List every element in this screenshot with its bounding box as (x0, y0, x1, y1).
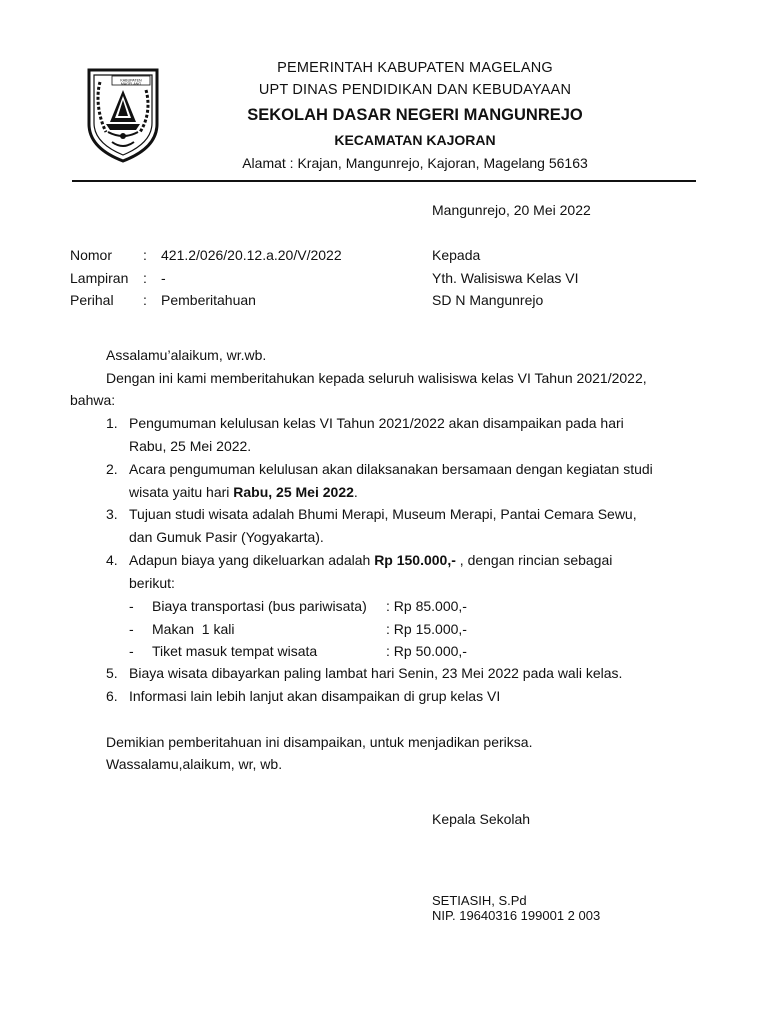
letterhead-district: KECAMATAN KAJORAN (334, 132, 496, 148)
letter-date: Mangunrejo, 20 Mei 2022 (432, 202, 591, 218)
item4-line1-text: Adapun biaya yang dikeluarkan adalah (129, 552, 375, 568)
item6-number: 6. (106, 688, 118, 704)
item2-line2-text: wisata yaitu hari (129, 484, 234, 500)
signature-title: Kepala Sekolah (432, 811, 531, 827)
greeting: Assalamu’alaikum, wr.wb. (106, 347, 267, 363)
item4-number: 4. (106, 552, 118, 568)
cost-value: : Rp 50.000,- (386, 643, 467, 659)
item2-line1: Acara pengumuman kelulusan akan dilaksanakan bersamaan dengan kegiatan studi (129, 461, 653, 477)
lampiran-colon: : (143, 270, 147, 286)
letterhead-agency: UPT DINAS PENDIDIKAN DAN KEBUDAYAAN (258, 82, 572, 98)
letterhead-school-name: SEKOLAH DASAR NEGERI MANGUNREJO (247, 106, 583, 124)
item4-line1 (129, 551, 612, 569)
item5-number: 5. (106, 665, 118, 681)
item3-line2: dan Gumuk Pasir (Yogyakarta). (129, 529, 324, 545)
perihal-label: Perihal (70, 292, 114, 308)
item2-line2 (129, 483, 358, 501)
recipient-line1: Kepada (432, 247, 481, 263)
lampiran-label: Lampiran (70, 270, 129, 286)
item4-line1-end: , dengan rincian sebagai (455, 552, 613, 568)
item1-number: 1. (106, 415, 118, 431)
recipient-line2: Yth. Walisiswa Kelas VI (432, 270, 579, 286)
item3-line1: Tujuan studi wisata adalah Bhumi Merapi, Museum Merapi, Pantai Cemara Sewu, (129, 506, 637, 522)
regency-emblem-logo (86, 66, 160, 164)
nomor-value: 421.2/026/20.12.a.20/V/2022 (161, 247, 342, 263)
item1-line1: Pengumuman kelulusan kelas VI Tahun 2021/2022 akan disampaikan pada hari (129, 415, 624, 431)
cost-label: Makan 1 kali (152, 621, 235, 637)
item5-line1: Biaya wisata dibayarkan paling lambat hari Senin, 23 Mei 2022 pada wali kelas. (129, 665, 623, 681)
cost-dash: - (129, 598, 134, 614)
signatory-name: SETIASIH, S.Pd (432, 893, 527, 908)
item2-date-bold: Rabu, 25 Mei 2022 (233, 484, 354, 500)
cost-label: Tiket masuk tempat wisata (152, 643, 318, 659)
item2-number: 2. (106, 461, 118, 477)
recipient-line3: SD N Mangunrejo (432, 292, 544, 308)
signatory-nip: NIP. 19640316 199001 2 003 (432, 908, 601, 923)
letterhead-address: Alamat : Krajan, Mangunrejo, Kajoran, Magelang 56163 (242, 155, 588, 171)
cost-dash: - (129, 643, 134, 659)
closing-line1: Demikian pemberitahuan ini disampaikan, untuk menjadikan periksa. (106, 734, 533, 750)
lampiran-value: - (161, 270, 166, 286)
svg-text:MAGELANG: MAGELANG (120, 82, 142, 86)
cost-dash: - (129, 621, 134, 637)
item1-line2: Rabu, 25 Mei 2022. (129, 438, 252, 454)
perihal-colon: : (143, 292, 147, 308)
item4-total-bold: Rp 150.000,- (374, 552, 456, 568)
intro-line1: Dengan ini kami memberitahukan kepada seluruh walisiswa kelas VI Tahun 2021/2022, (106, 370, 647, 386)
cost-value: : Rp 15.000,- (386, 621, 467, 637)
svg-text:KABUPATEN: KABUPATEN (120, 78, 142, 83)
nomor-colon: : (143, 247, 147, 263)
intro-line2: bahwa: (70, 392, 116, 408)
closing-line2: Wassalamu,alaikum, wr, wb. (106, 756, 283, 772)
nomor-label: Nomor (70, 247, 113, 263)
item6-line1: Informasi lain lebih lanjut akan disampaikan di grup kelas VI (129, 688, 501, 704)
letterhead-divider (72, 180, 696, 182)
letterhead-government: PEMERINTAH KABUPATEN MAGELANG (277, 60, 553, 76)
item3-number: 3. (106, 506, 118, 522)
cost-value: : Rp 85.000,- (386, 598, 467, 614)
cost-label: Biaya transportasi (bus pariwisata) (152, 598, 367, 614)
perihal-value: Pemberitahuan (161, 292, 256, 308)
item2-line2-end: . (353, 484, 358, 500)
item4-line2: berikut: (129, 575, 175, 591)
